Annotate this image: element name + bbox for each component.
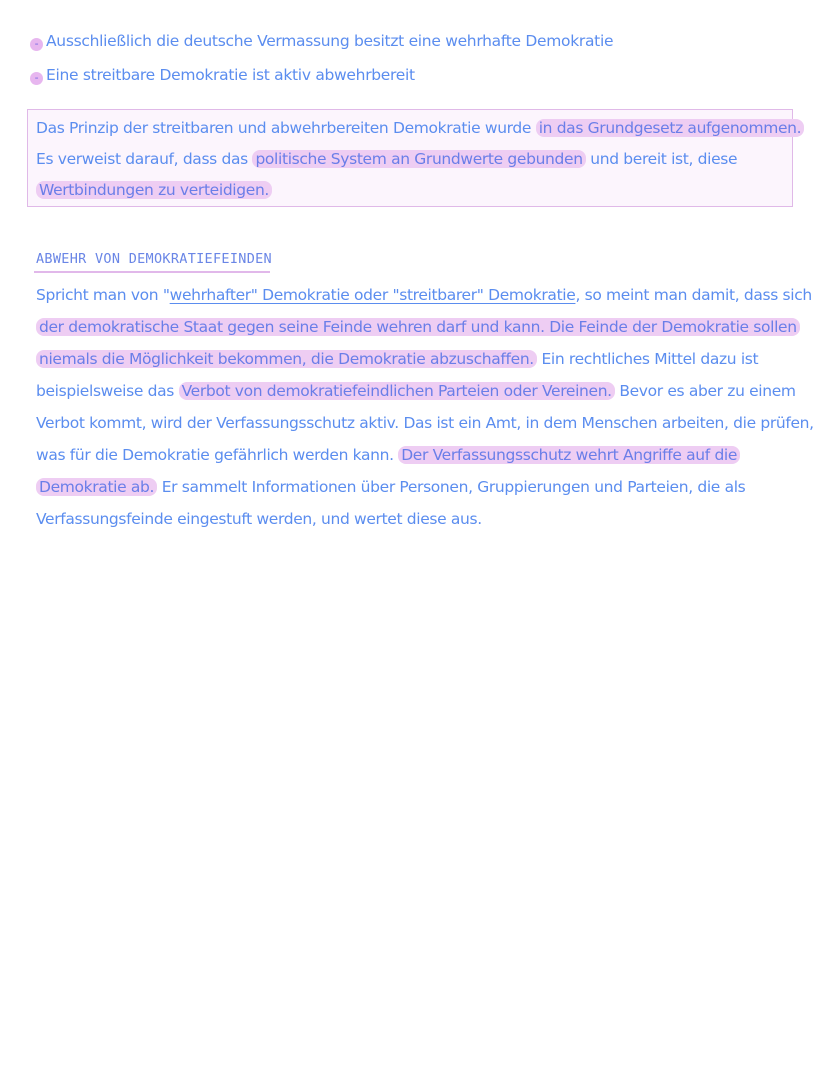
bullet-marker-icon: -: [30, 72, 43, 85]
body-line-7: [36, 476, 745, 498]
body-line-3: [36, 348, 758, 370]
body-line-1: [36, 284, 812, 306]
bullet-item: [30, 64, 415, 86]
body-text: beispielsweise das: [36, 382, 179, 400]
body-text: Verbot kommt, wird der Verfassungsschutz aktiv. Das ist ein Amt, in dem Menschen arbeiten, die prüfen,: [36, 414, 814, 432]
highlighted-text: Der Verfassungsschutz wehrt Angriffe auf die: [398, 446, 740, 464]
highlighted-text: in das Grundgesetz aufgenommen.: [536, 119, 805, 137]
body-line-2: [36, 316, 800, 338]
body-line-4: [36, 380, 796, 402]
heading-underline: [34, 271, 270, 273]
highlighted-text: Wertbindungen zu verteidigen.: [36, 181, 272, 199]
body-line-6: [36, 444, 740, 466]
box-text: und bereit ist, diese: [585, 150, 738, 168]
body-text: Bevor es aber zu einem: [614, 382, 796, 400]
box-text: Es verweist darauf, dass das: [36, 150, 253, 168]
box-line-1: [36, 117, 804, 139]
body-text: Verfassungsfeinde eingestuft werden, und wertet diese aus.: [36, 510, 482, 528]
body-text: Spricht man von ": [36, 286, 170, 304]
bullet-text: Ausschließlich die deutsche Vermassung besitzt eine wehrhafte Demokratie: [46, 32, 614, 50]
bullet-marker-icon: -: [30, 38, 43, 51]
box-line-2: [36, 148, 737, 170]
highlighted-text: Demokratie ab.: [36, 478, 157, 496]
box-line-3: [36, 179, 272, 201]
highlighted-text: der demokratische Staat gegen seine Feinde wehren darf und kann. Die Feinde der Demokratie sollen: [36, 318, 800, 336]
body-text: Ein rechtliches Mittel dazu ist: [536, 350, 759, 368]
highlighted-text: politische System an Grundwerte gebunden: [252, 150, 585, 168]
underlined-text: wehrhafter" Demokratie oder "streitbarer" Demokratie: [169, 286, 576, 304]
highlighted-text: niemals die Möglichkeit bekommen, die Demokratie abzuschaffen.: [36, 350, 537, 368]
body-text: , so meint man damit, dass sich: [575, 286, 812, 304]
body-line-5: [36, 412, 814, 434]
body-text: was für die Demokratie gefährlich werden kann.: [36, 446, 399, 464]
highlighted-text: Verbot von demokratiefeindlichen Parteien oder Vereinen.: [179, 382, 615, 400]
body-line-8: [36, 508, 482, 530]
section-heading: ABWEHR VON DEMOKRATIEFEINDEN: [36, 251, 272, 267]
box-text: Das Prinzip der streitbaren und abwehrbereiten Demokratie wurde: [36, 119, 536, 137]
bullet-text: Eine streitbare Demokratie ist aktiv abwehrbereit: [46, 66, 415, 84]
bullet-item: [30, 30, 613, 52]
body-text: Er sammelt Informationen über Personen, Gruppierungen und Parteien, die als: [157, 478, 746, 496]
